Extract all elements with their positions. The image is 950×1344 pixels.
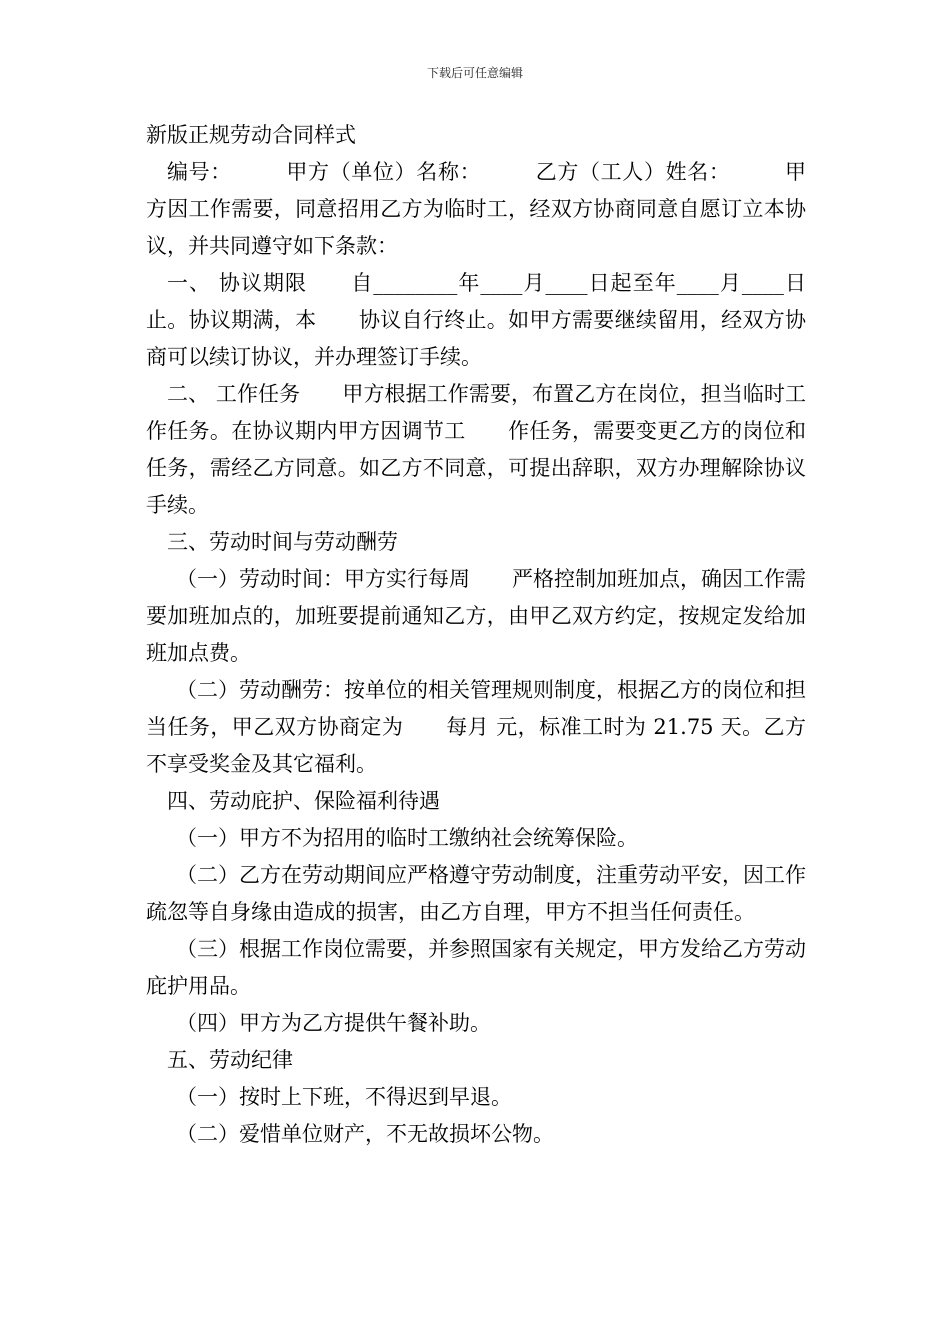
paragraph-punctuality: （一）按时上下班，不得迟到早退。 (176, 1085, 512, 1109)
document-body (146, 117, 806, 1153)
section-heading-hours-pay: 三、劳动时间与劳动酬劳 (167, 530, 398, 554)
document-title: 新版正规劳动合同样式 (146, 123, 356, 147)
paragraph-duties: 二、 工作任务 甲方根据工作需要，布置乙方在岗位，担当临时工作任务。在协议期内甲方因调节工 作任务，需要变更乙方的岗位和任务，需经乙方同意。如乙方不同意，可提出辞职，双方办理解除协议手续。 (146, 382, 806, 517)
paragraph-safety: （二）乙方在劳动期间应严格遵守劳动制度，注重劳动平安，因工作疏忽等自身缘由造成的损害，由乙方自理，甲方不担当任何责任。 (146, 863, 806, 924)
paragraph-remuneration: （二）劳动酬劳：按单位的相关管理规则制度，根据乙方的岗位和担当任务，甲乙双方协商定为 每月 元，标准工时为 21.75 天。乙方不享受奖金及其它福利。 (146, 678, 806, 776)
paragraph-lunch-subsidy: （四）甲方为乙方提供午餐补助。 (176, 1011, 491, 1035)
section-heading-protection: 四、劳动庇护、保险福利待遇 (167, 789, 440, 813)
paragraph-protective-gear: （三）根据工作岗位需要，并参照国家有关规定，甲方发给乙方劳动庇护用品。 (146, 937, 806, 998)
header-note: 下载后可任意编辑 (426, 66, 523, 80)
paragraph-property: （二）爱惜单位财产，不无故损坏公物。 (176, 1122, 554, 1146)
paragraph-insurance: （一）甲方不为招用的临时工缴纳社会统筹保险。 (176, 826, 638, 850)
paragraph-term: 一、 协议期限 自________年____月____日起至年____月____日止。协议期满，本 协议自行终止。如甲方需要继续留用，经双方协商可以续订协议，并办理签订手续。 (146, 271, 806, 369)
paragraph-preamble: 编号： 甲方（单位）名称： 乙方（工人）姓名： 甲方因工作需要，同意招用乙方为临时工，经双方协商同意自愿订立本协议，并共同遵守如下条款： (146, 160, 806, 258)
paragraph-working-hours: （一）劳动时间：甲方实行每周 严格控制加班加点，确因工作需要加班加点的，加班要提前通知乙方，由甲乙双方约定，按规定发给加班加点费。 (146, 567, 806, 665)
section-heading-discipline: 五、劳动纪律 (167, 1048, 293, 1072)
